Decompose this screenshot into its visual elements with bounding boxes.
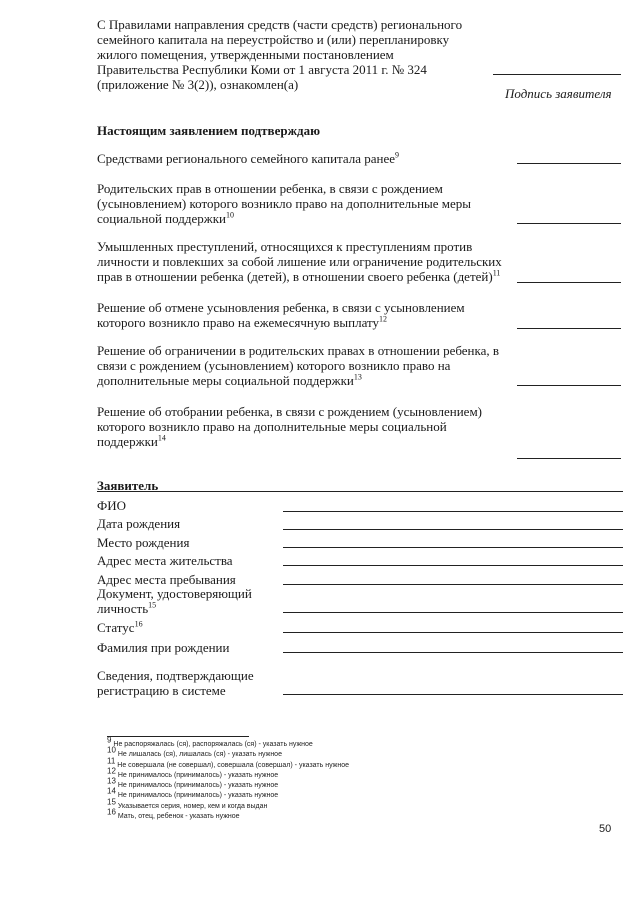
applicant-heading-rule — [97, 491, 623, 492]
statement-1-answer-line[interactable] — [517, 163, 621, 164]
birthplace-input-line[interactable] — [283, 547, 623, 548]
field-label: Статус — [97, 620, 135, 635]
field-label: Дата рождения — [97, 516, 181, 531]
footnote-text: Не распоряжалась (ся), распоряжалась (ся) - указать нужное — [113, 741, 313, 748]
intro-line: Правительства Республики Коми от 1 августа 2011 г. № 324 — [97, 62, 427, 77]
registration-info-input-line[interactable] — [283, 694, 623, 695]
footnote-mark: 14 — [157, 433, 166, 443]
footnote-mark: 10 — [225, 210, 234, 220]
applicant-field-birthplace — [97, 535, 189, 550]
field-label: Документ, удостоверяющий — [97, 586, 252, 601]
birth-surname-input-line[interactable] — [283, 652, 623, 653]
intro-line: (приложение № 3(2)), ознакомлен(а) — [97, 77, 299, 92]
statement-text: прав в отношении ребенка (детей), в отношении своего ребенка (детей) — [97, 269, 493, 284]
footnote-mark: 12 — [379, 314, 388, 324]
statement-2-answer-line[interactable] — [517, 223, 621, 224]
footnote — [107, 766, 507, 781]
statement-1 — [97, 151, 517, 166]
intro-line: С Правилами направления средств (части средств) регионального — [97, 17, 463, 32]
statement-text: Средствами регионального семейного капитала ранее — [97, 151, 396, 166]
footnote-number: 12 — [107, 766, 116, 776]
identity-document-input-line[interactable] — [283, 612, 623, 613]
statement-text: Умышленных преступлений, относящихся к преступлениям против — [97, 239, 473, 254]
footnote-mark: 15 — [148, 600, 157, 610]
signature-caption: Подпись заявителя — [505, 86, 612, 101]
footnote-text: Не принималось (принималось) - указать нужное — [117, 792, 279, 800]
footnote-number: 16 — [107, 807, 116, 817]
statement-3-answer-line[interactable] — [517, 282, 621, 283]
statement-5 — [97, 343, 517, 388]
field-label: ФИО — [97, 498, 127, 513]
statement-text: личности и повлекших за собой лишение или ограничение родительских — [97, 254, 502, 269]
statement-text: дополнительные меры социальной поддержки — [97, 373, 354, 388]
signature-line — [493, 74, 621, 75]
field-label: регистрацию в системе — [97, 683, 226, 698]
footnote — [107, 797, 507, 812]
statement-2 — [97, 181, 517, 226]
footnote-text: Не принималось (принималось) - указать нужное — [117, 782, 279, 790]
footnote-mark: 13 — [353, 372, 362, 382]
footnote-number: 14 — [107, 787, 116, 797]
footnote-number: 11 — [107, 756, 116, 766]
footnote — [107, 735, 507, 750]
statement-text: Решение об ограничении в родительских правах в отношении ребенка, в — [97, 343, 500, 358]
statement-text: которого возникло право на ежемесячную выплату — [97, 315, 380, 330]
footnote — [107, 787, 507, 801]
footnote-text: Не совершала (не совершал), совершала (совершал) - указать нужное — [117, 761, 349, 769]
field-label: Фамилия при рождении — [97, 640, 230, 655]
applicant-field-birthdate — [97, 516, 180, 531]
statement-3 — [97, 239, 517, 284]
applicant-field-status — [97, 620, 143, 635]
intro-line: жилого помещения, утвержденными постановлением — [97, 47, 394, 62]
birthdate-input-line[interactable] — [283, 529, 623, 530]
statement-text: поддержки — [97, 434, 158, 449]
statement-6-answer-line[interactable] — [517, 458, 621, 459]
footnote-separator — [107, 736, 249, 737]
footnote-number: 13 — [107, 776, 116, 786]
footnote-mark: 9 — [395, 150, 400, 160]
field-label: личность — [97, 601, 149, 616]
statement-6 — [97, 404, 517, 449]
applicant-field-identity-document — [97, 586, 252, 616]
footnote-text: Не лишалась (ся), лишалась (ся) - указать нужное — [117, 751, 282, 759]
applicant-field-birth-surname — [97, 640, 229, 655]
statement-4 — [97, 300, 517, 330]
footnote-number: 15 — [107, 797, 116, 807]
footnote-mark: 16 — [134, 619, 143, 629]
intro-line: семейного капитала на переустройство и (или) перепланировку — [97, 32, 450, 47]
footnote — [107, 776, 507, 791]
footnote — [107, 756, 507, 771]
confirm-heading: Настоящим заявлением подтверждаю — [97, 123, 321, 138]
applicant-field-registration-info — [97, 668, 254, 698]
statement-text: Родительских прав в отношении ребенка, в связи с рождением — [97, 181, 443, 196]
statement-text: Решение об отобрании ребенка, в связи с рождением (усыновлением) — [97, 404, 483, 419]
statement-text: Решение об отмене усыновления ребенка, в связи с усыновлением — [97, 300, 465, 315]
statement-text: социальной поддержки — [97, 211, 226, 226]
footnote-text: Мать, отец, ребенок - указать нужное — [117, 813, 240, 821]
applicant-heading: Заявитель — [97, 478, 159, 493]
footnote-text: Указывается серия, номер, кем и когда выдан — [117, 802, 268, 810]
statement-text: которого возникло право на дополнительные меры социальной — [97, 419, 447, 434]
statement-text: связи с рождением (усыновлением) которого возникло право на — [97, 358, 451, 373]
footnote — [107, 807, 507, 822]
footnote — [107, 745, 507, 760]
applicant-field-stay-address — [97, 572, 236, 587]
status-input-line[interactable] — [283, 632, 623, 633]
field-label: Адрес места жительства — [97, 553, 233, 568]
statement-4-answer-line[interactable] — [517, 328, 621, 329]
statement-text: (усыновлением) которого возникло право на дополнительные меры — [97, 196, 472, 211]
footnote-number: 9 — [107, 735, 112, 745]
footnote-mark: 11 — [492, 268, 501, 278]
page-number: 50 — [599, 823, 612, 835]
applicant-field-residence-address — [97, 553, 233, 568]
footnotes — [107, 735, 507, 822]
fio-input-line[interactable] — [283, 511, 623, 512]
residence-address-input-line[interactable] — [283, 565, 623, 566]
footnote-text: Не принималось (принималось) - указать нужное — [117, 771, 279, 779]
intro-paragraph — [97, 17, 497, 92]
field-label: Адрес места пребывания — [97, 572, 236, 587]
field-label: Сведения, подтверждающие — [97, 668, 254, 683]
footnote-number: 10 — [107, 745, 116, 755]
stay-address-input-line[interactable] — [283, 584, 623, 585]
applicant-field-fio — [97, 498, 126, 513]
statement-5-answer-line[interactable] — [517, 385, 621, 386]
field-label: Место рождения — [97, 535, 190, 550]
